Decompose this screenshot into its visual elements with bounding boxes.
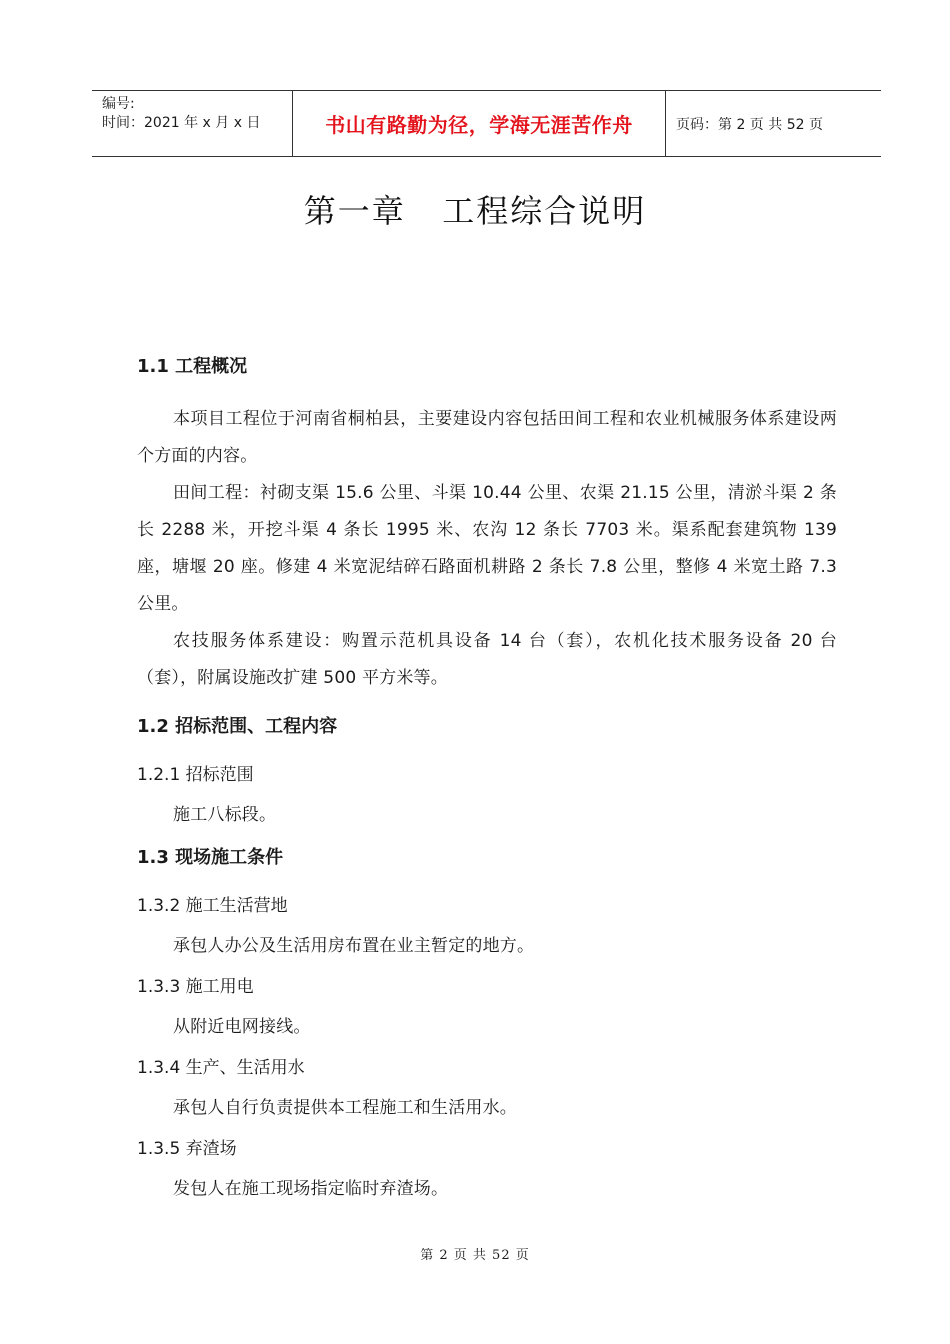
section-1-1-paragraph-2: 田间工程：衬砌支渠 15.6 公里、斗渠 10.44 公里、农渠 21.15 公里，清淤斗渠 2 条长 2288 米，开挖斗渠 4 条长 1995 米、农沟 12 条长 7703 米。渠系配套建筑物 139 座，塘堰 20 座。修建 4 米宽泥结碎石路面机耕路 2 条长 7.8 公里，整修 4 米宽土路 7.3 公里。 — [137, 483, 837, 614]
section-1-3-2-paragraph: 承包人办公及生活用房布置在业主暂定的地方。 — [173, 936, 535, 956]
time-label: 时间：2021 年 x 月 x 日 — [102, 115, 261, 131]
section-1-3-3-paragraph: 从附近电网接线。 — [173, 1017, 311, 1037]
section-1-3-3-heading: 1.3.3 施工用电 — [137, 977, 254, 997]
section-1-3-4-heading: 1.3.4 生产、生活用水 — [137, 1058, 305, 1078]
section-1-2-1-paragraph: 施工八标段。 — [173, 805, 277, 825]
section-1-1-paragraph-1: 本项目工程位于河南省桐柏县，主要建设内容包括田间工程和农业机械服务体系建设两个方面的内容。 — [137, 409, 837, 466]
section-1-3-5-paragraph: 发包人在施工现场指定临时弃渣场。 — [173, 1179, 449, 1199]
section-1-3-5-heading: 1.3.5 弃渣场 — [137, 1139, 237, 1159]
page-info: 页码：第 2 页 共 52 页 — [676, 116, 823, 133]
section-1-3-2-heading: 1.3.2 施工生活营地 — [137, 896, 288, 916]
page-header — [92, 90, 881, 157]
section-1-1-heading: 1.1 工程概况 — [137, 356, 248, 377]
section-1-3-heading: 1.3 现场施工条件 — [137, 847, 284, 868]
page-footer: 第 2 页 共 52 页 — [420, 1248, 530, 1263]
number-label: 编号: — [102, 96, 135, 112]
document-body — [137, 353, 837, 1208]
header-motto-cell — [293, 91, 666, 156]
chapter-title: 第一章 工程综合说明 — [303, 192, 647, 230]
section-1-3-4-paragraph: 承包人自行负责提供本工程施工和生活用水。 — [173, 1098, 517, 1118]
header-page-cell — [666, 91, 881, 156]
section-1-2-1-heading: 1.2.1 招标范围 — [137, 765, 254, 785]
header-meta — [92, 91, 293, 156]
section-1-2-heading: 1.2 招标范围、工程内容 — [137, 716, 338, 737]
motto: 书山有路勤为径，学海无涯苦作舟 — [325, 113, 633, 137]
section-1-1-paragraph-3: 农技服务体系建设：购置示范机具设备 14 台（套），农机化技术服务设备 20 台（套），附属设施改扩建 500 平方米等。 — [137, 631, 837, 688]
